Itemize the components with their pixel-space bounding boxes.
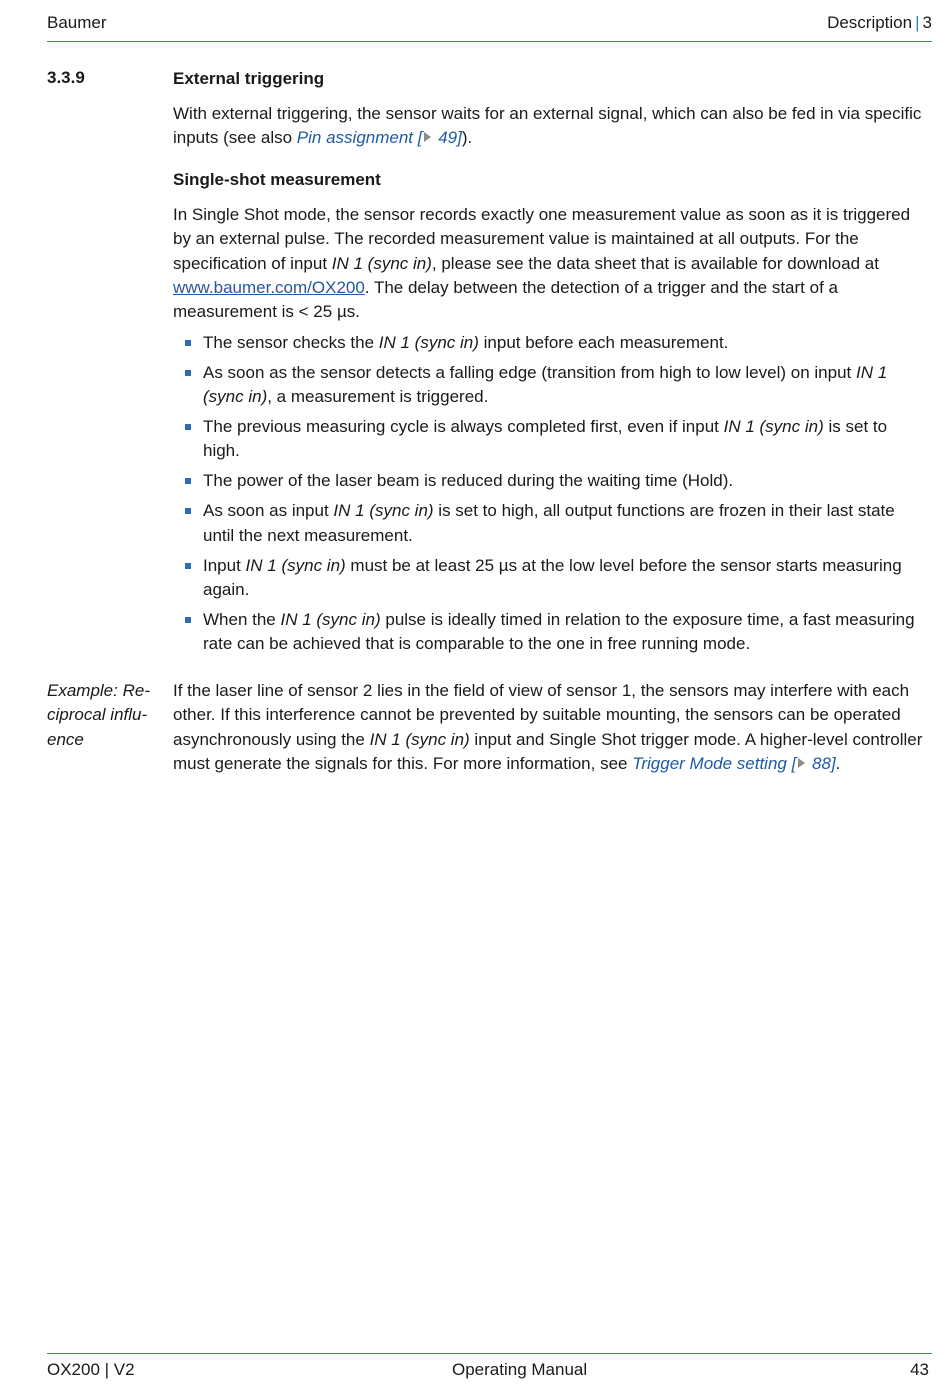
header-chapter xyxy=(827,13,932,33)
list-item: When the IN 1 (sync in) pulse is ideally timed in relation to the exposure time, a fast measuring rate can be achieved that is comparable to the one in free running mode. xyxy=(173,608,928,657)
bullet-square-icon xyxy=(185,424,191,430)
page-number: 43 xyxy=(910,1360,929,1379)
page-reference-icon xyxy=(798,758,805,768)
baumer-url-link[interactable]: www.baumer.com/OX200 xyxy=(173,278,365,298)
trigger-mode-link-text: Trigger Mode setting [ xyxy=(632,754,797,774)
bullet-square-icon xyxy=(185,617,191,623)
bullet-square-icon xyxy=(185,508,191,514)
list-item: As soon as the sensor detects a falling edge (transition from high to low level) on input IN 1 (sync in), a measurement is triggered. xyxy=(173,361,928,410)
list-item: As soon as input IN 1 (sync in) is set to high, all output functions are frozen in their last state until the next measurement. xyxy=(173,499,928,548)
header-brand: Baumer xyxy=(47,13,107,32)
intro-text: With external triggering, the sensor waits for an external signal, which can also be fed in via specific inputs (see also xyxy=(173,104,922,148)
pin-assignment-link[interactable] xyxy=(297,128,462,147)
bullet-square-icon xyxy=(185,340,191,346)
example-margin-label: Example: Reciprocal influence xyxy=(47,681,150,749)
bullet-square-icon xyxy=(185,370,191,376)
page-header xyxy=(47,13,932,42)
section-number: 3.3.9 xyxy=(47,68,85,87)
list-item: The power of the laser beam is reduced during the waiting time (Hold). xyxy=(173,469,928,493)
example-text-2: input and Single Shot trigger mode. A higher-level controller must generate the signals for this. For more information, see xyxy=(173,729,923,774)
list-item: The previous measuring cycle is always completed first, even if input IN 1 (sync in) is set to high. xyxy=(173,415,928,464)
pin-assignment-link-page: 49] xyxy=(433,128,462,148)
single-shot-paragraph xyxy=(173,203,928,325)
subsection-title: Single-shot measurement xyxy=(173,169,381,189)
intro-paragraph xyxy=(173,102,928,151)
section-title: External triggering xyxy=(173,69,325,88)
example-paragraph xyxy=(173,679,928,777)
footer-product: OX200 | V2 xyxy=(47,1360,135,1379)
bullet-square-icon xyxy=(185,563,191,569)
main-content xyxy=(173,68,928,662)
single-shot-text-3: . The delay between the detection of a trigger and the start of a measurement is < 25 µs. xyxy=(173,278,838,322)
example-input-name: IN 1 (sync in) xyxy=(369,729,470,749)
example-after: . xyxy=(835,754,841,774)
header-section: Description xyxy=(827,13,913,32)
list-item: The sensor checks the IN 1 (sync in) input before each measurement. xyxy=(173,331,928,355)
example-text-1: If the laser line of sensor 2 lies in the field of view of sensor 1, the sensors may interfere with each other. If this interference cannot be prevented by suitable mounting, the sensors can be operated asynchronously using the xyxy=(173,681,910,749)
bullet-list xyxy=(173,331,928,657)
page-reference-icon xyxy=(424,132,431,142)
header-chapter-number: 3 xyxy=(922,13,932,32)
single-shot-text-2: , please see the data sheet that is available for download at xyxy=(431,253,879,273)
input-name: IN 1 (sync in) xyxy=(331,253,432,273)
single-shot-text-1: In Single Shot mode, the sensor records exactly one measurement value as soon as it is triggered by an external pulse. The recorded measurement value is maintained at all outputs. For the specification of input xyxy=(173,204,911,273)
bullet-square-icon xyxy=(185,478,191,484)
list-item: Input IN 1 (sync in) must be at least 25 µs at the low level before the sensor starts measuring again. xyxy=(173,554,928,603)
trigger-mode-link-page: 88] xyxy=(807,754,836,774)
intro-after: ). xyxy=(461,128,473,148)
trigger-mode-setting-link[interactable] xyxy=(632,754,835,773)
footer-title: Operating Manual xyxy=(452,1360,588,1379)
pin-assignment-link-text: Pin assignment [ xyxy=(296,128,423,148)
page-footer xyxy=(47,1353,932,1384)
header-separator: | xyxy=(915,13,920,32)
